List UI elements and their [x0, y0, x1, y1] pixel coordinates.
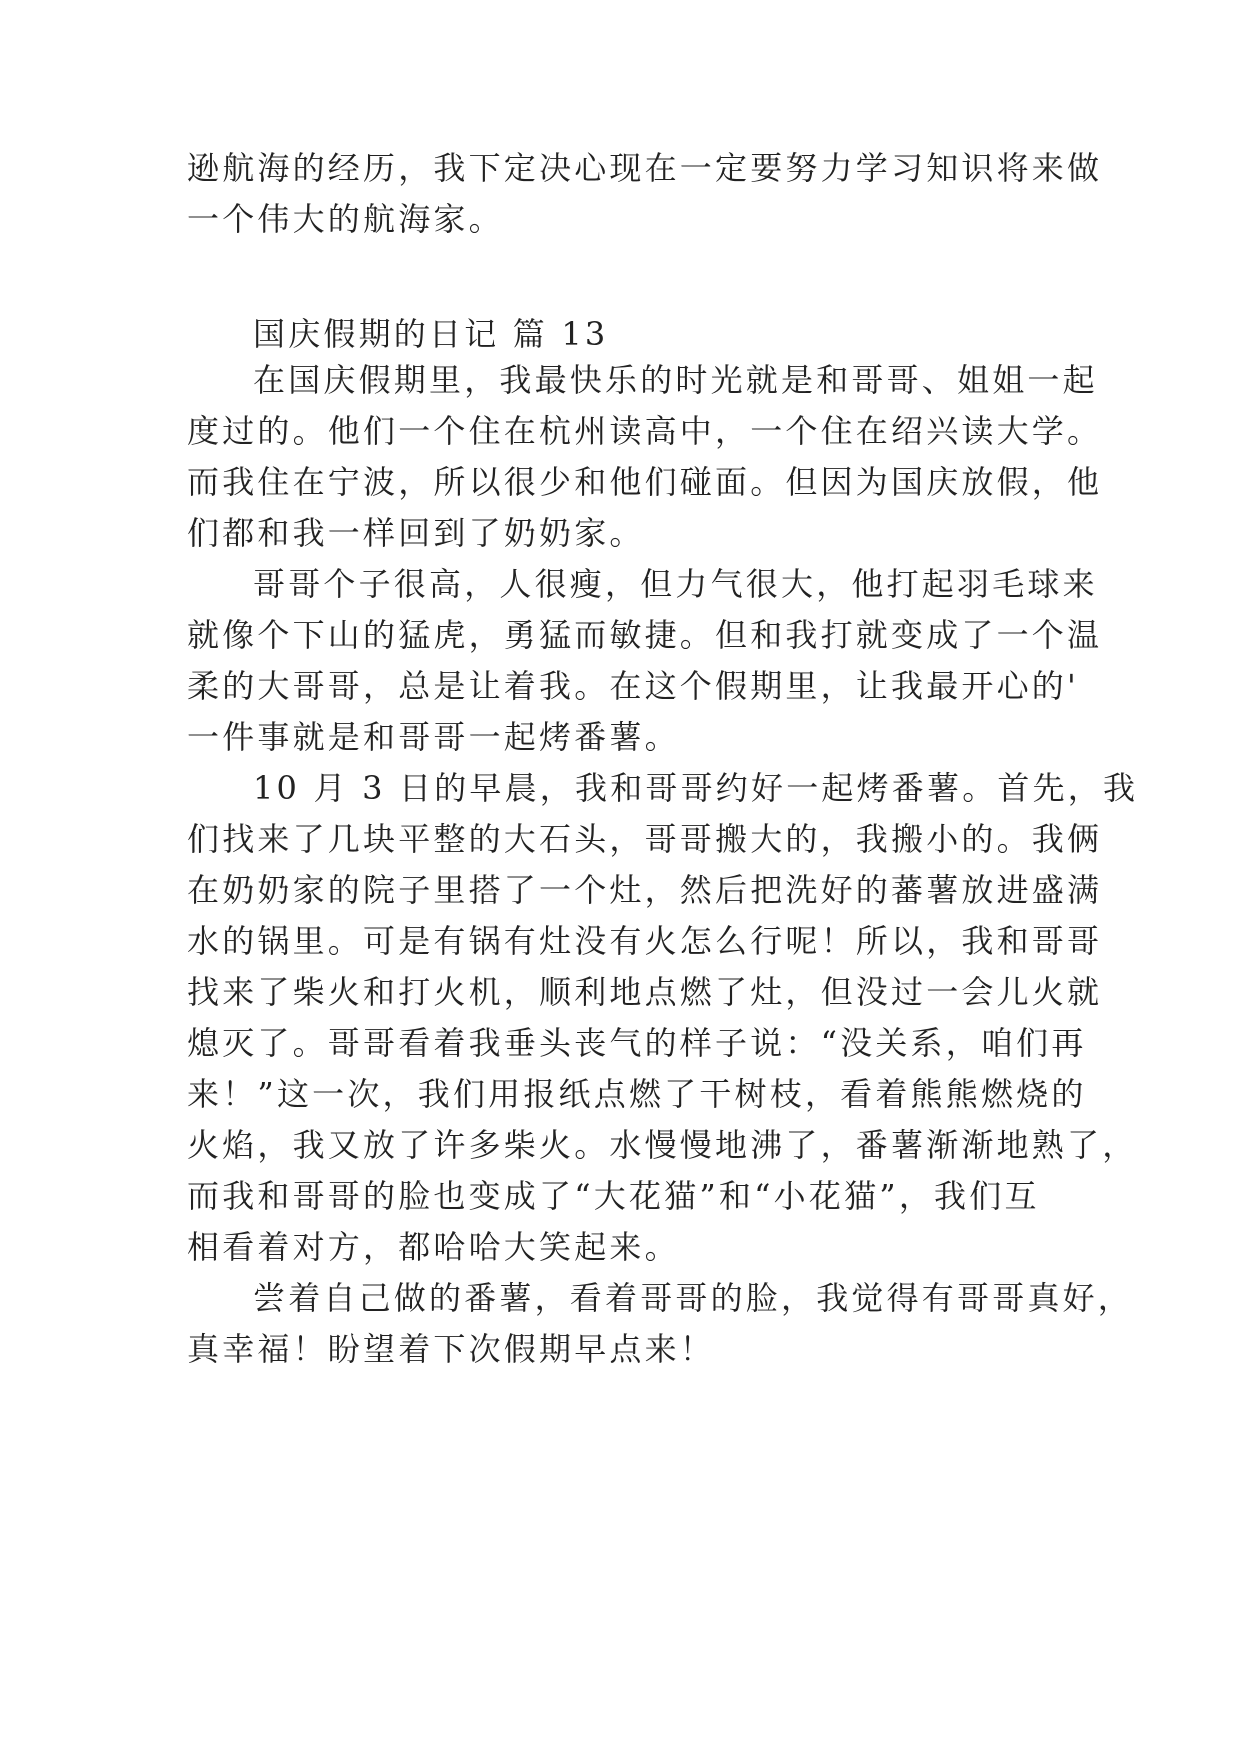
- paragraph-line: 在奶奶家的院子里搭了一个灶，然后把洗好的蕃薯放进盛满: [187, 871, 1103, 909]
- paragraph-line: 们都和我一样回到了奶奶家。: [187, 514, 645, 552]
- paragraph-line: 水的锅里。可是有锅有灶没有火怎么行呢！所以，我和哥哥: [187, 922, 1103, 960]
- paragraph-line: 找来了柴火和打火机，顺利地点燃了灶，但没过一会儿火就: [187, 973, 1103, 1011]
- paragraph-line: 度过的。他们一个住在杭州读高中，一个住在绍兴读大学。: [187, 412, 1103, 450]
- paragraph-line: 真幸福！盼望着下次假期早点来！: [187, 1330, 716, 1368]
- paragraph-line: 熄灭了。哥哥看着我垂头丧气的样子说：“没关系，咱们再: [187, 1024, 1087, 1062]
- paragraph-line: 而我住在宁波，所以很少和他们碰面。但因为国庆放假，他: [187, 463, 1103, 501]
- paragraph-line: 相看着对方，都哈哈大笑起来。: [187, 1228, 680, 1266]
- paragraph-line: 来！”这一次，我们用报纸点燃了干树枝，看着熊熊燃烧的: [187, 1075, 1087, 1113]
- paragraph-line: 一个伟大的航海家。: [187, 200, 504, 238]
- paragraph-line: 们找来了几块平整的大石头，哥哥搬大的，我搬小的。我俩: [187, 820, 1103, 858]
- paragraph-line: 哥哥个子很高，人很瘦，但力气很大，他打起羽毛球来: [253, 565, 1098, 603]
- paragraph-line: 就像个下山的猛虎，勇猛而敏捷。但和我打就变成了一个温: [187, 616, 1103, 654]
- paragraph-line: 而我和哥哥的脸也变成了“大花猫”和“小花猫”，我们互: [187, 1177, 1040, 1215]
- section-heading: 国庆假期的日记 篇 13: [253, 315, 609, 353]
- paragraph-line: 在国庆假期里，我最快乐的时光就是和哥哥、姐姐一起: [253, 361, 1098, 399]
- paragraph-line: 10 月 3 日的早晨，我和哥哥约好一起烤番薯。首先，我: [253, 769, 1139, 807]
- paragraph-line: 一件事就是和哥哥一起烤番薯。: [187, 718, 680, 756]
- paragraph-line: 尝着自己做的番薯，看着哥哥的脸，我觉得有哥哥真好，: [253, 1279, 1134, 1317]
- paragraph-line: 逊航海的经历，我下定决心现在一定要努力学习知识将来做: [187, 149, 1103, 187]
- paragraph-line: 柔的大哥哥，总是让着我。在这个假期里，让我最开心的': [187, 667, 1079, 705]
- paragraph-line: 火焰，我又放了许多柴火。水慢慢地沸了，番薯渐渐地熟了，: [187, 1126, 1138, 1164]
